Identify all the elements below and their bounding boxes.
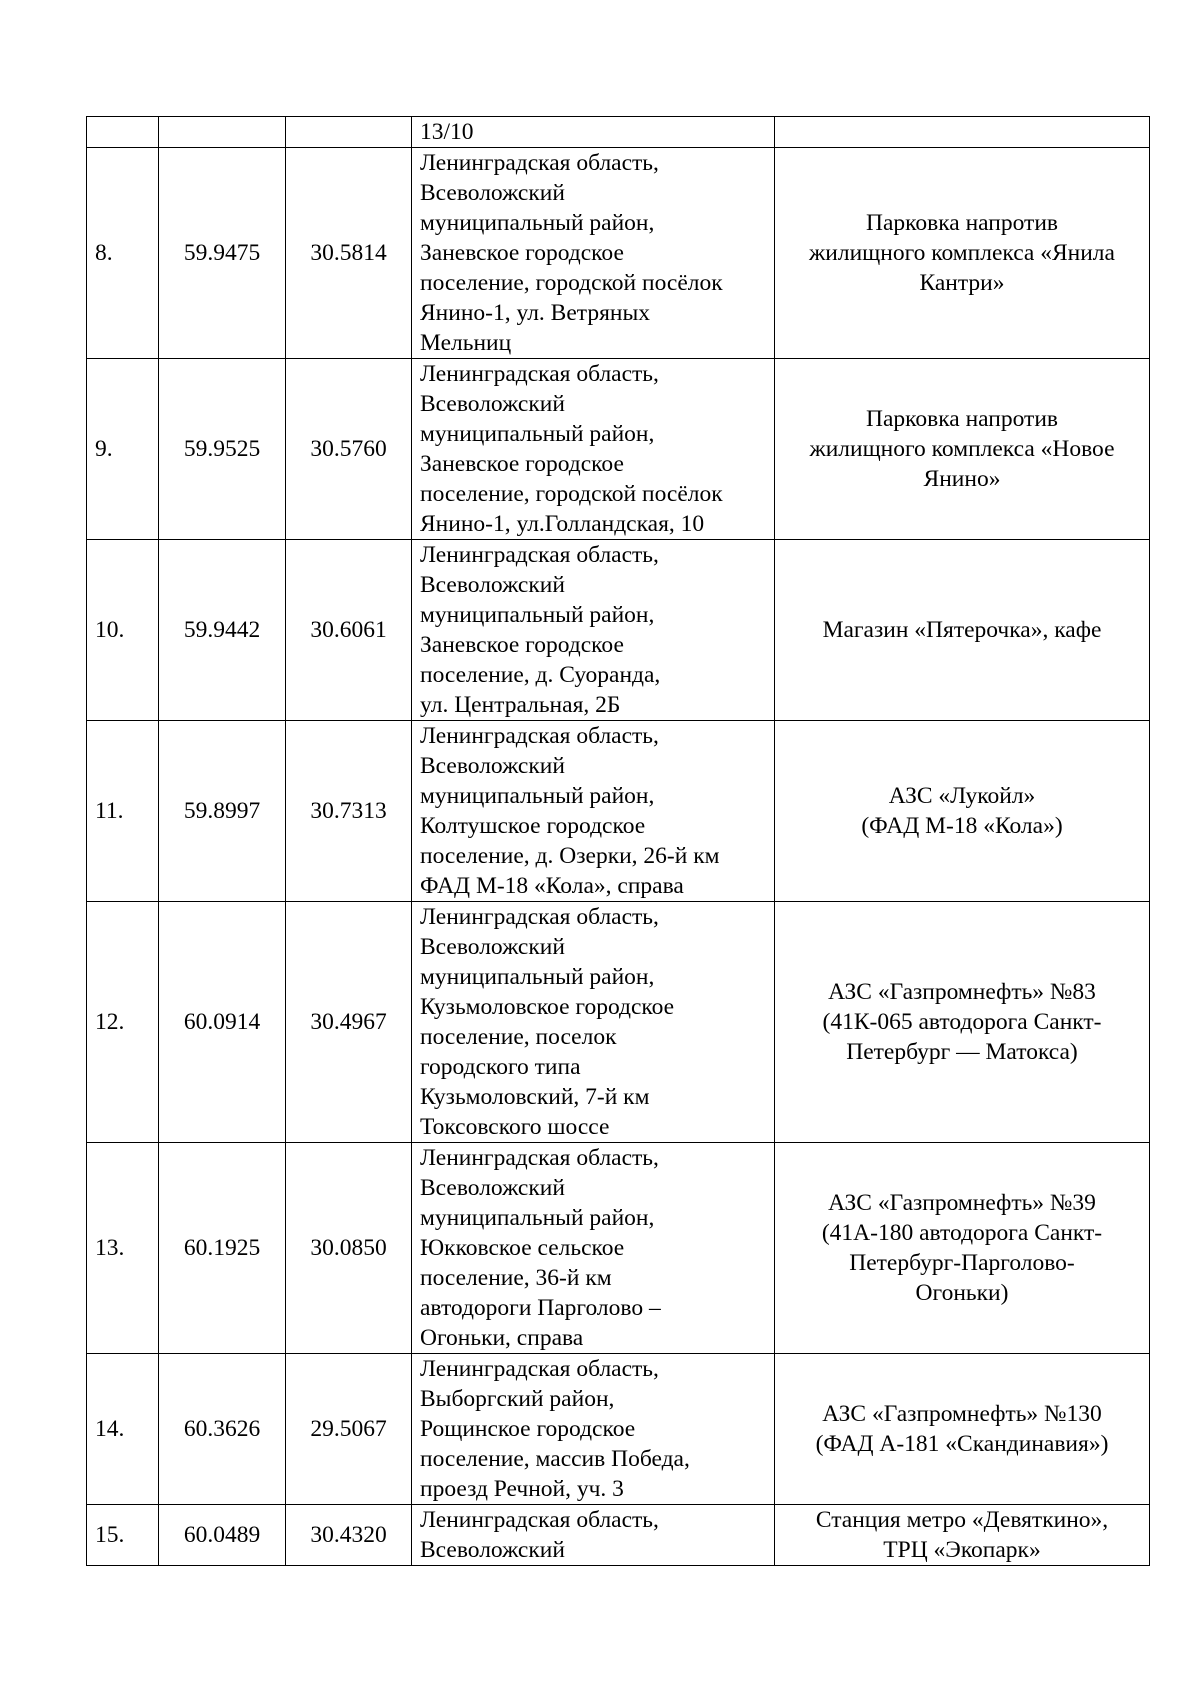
address-cell — [412, 1143, 775, 1354]
address-cell — [412, 148, 775, 359]
address-line: проезд Речной, уч. 3 — [420, 1476, 624, 1502]
landmark-line: (ФАД М-18 «Кола») — [861, 813, 1063, 839]
row-number-cell: 15. — [87, 1505, 159, 1566]
longitude-cell: 30.5814 — [286, 148, 412, 359]
address-line: Ленинградская область, — [420, 150, 659, 176]
address-line: Ленинградская область, — [420, 542, 659, 568]
longitude-cell: 30.4967 — [286, 902, 412, 1143]
landmark-cell — [775, 540, 1150, 721]
row-number-cell: 13. — [87, 1143, 159, 1354]
address-line: Юкковское сельское — [420, 1235, 625, 1261]
address-line: ул. Центральная, 2Б — [420, 692, 621, 718]
address-line: поселение, поселок — [420, 1024, 617, 1050]
address-line: Ленинградская область, — [420, 1507, 659, 1533]
latitude-cell: 59.9475 — [159, 148, 286, 359]
address-line: Всеволожский — [420, 753, 565, 779]
table-row — [87, 902, 1150, 1143]
address-line: Всеволожский — [420, 1175, 565, 1201]
address-line: Всеволожский — [420, 391, 565, 417]
row-number-cell: 8. — [87, 148, 159, 359]
table-row — [87, 1143, 1150, 1354]
address-line: Колтушское городское — [420, 813, 646, 839]
latitude-cell: 59.8997 — [159, 721, 286, 902]
address-cell — [412, 902, 775, 1143]
table-body — [87, 117, 1150, 1566]
address-cell — [412, 117, 775, 148]
address-line: городского типа — [420, 1054, 581, 1080]
address-line: Кузьмоловское городское — [420, 994, 675, 1020]
landmark-line: АЗС «Газпромнефть» №83 — [828, 979, 1096, 1005]
landmark-cell — [775, 148, 1150, 359]
address-line: Токсовского шоссе — [420, 1114, 610, 1140]
address-line: Заневское городское — [420, 632, 624, 658]
longitude-cell — [286, 117, 412, 148]
longitude-cell: 30.7313 — [286, 721, 412, 902]
table-row — [87, 148, 1150, 359]
address-line: Выборгский район, — [420, 1386, 615, 1412]
landmark-line: АЗС «Лукойл» — [888, 783, 1036, 809]
address-line: муниципальный район, — [420, 964, 655, 990]
landmark-line: ТРЦ «Экопарк» — [883, 1537, 1041, 1563]
table-row — [87, 359, 1150, 540]
landmark-line: Магазин «Пятерочка», кафе — [822, 617, 1102, 643]
row-number-cell: 10. — [87, 540, 159, 721]
table-row — [87, 1505, 1150, 1566]
latitude-cell — [159, 117, 286, 148]
longitude-cell: 29.5067 — [286, 1354, 412, 1505]
longitude-cell: 30.6061 — [286, 540, 412, 721]
address-line: поселение, д. Суоранда, — [420, 662, 661, 688]
address-line: Ленинградская область, — [420, 1145, 659, 1171]
landmark-line: АЗС «Газпромнефть» №130 — [822, 1401, 1102, 1427]
address-line: поселение, д. Озерки, 26-й км — [420, 843, 720, 869]
address-cell — [412, 1505, 775, 1566]
address-line: 13/10 — [420, 119, 474, 145]
latitude-cell: 59.9525 — [159, 359, 286, 540]
address-line: Огоньки, справа — [420, 1325, 584, 1351]
landmark-cell — [775, 117, 1150, 148]
address-line: Всеволожский — [420, 934, 565, 960]
landmark-line: (41К-065 автодорога Санкт- — [822, 1009, 1102, 1035]
landmark-line: (ФАД А-181 «Скандинавия») — [815, 1431, 1109, 1457]
landmark-line: (41А-180 автодорога Санкт- — [821, 1220, 1103, 1246]
landmark-line: Кантри» — [919, 270, 1005, 296]
row-number-cell — [87, 117, 159, 148]
landmark-line: жилищного комплекса «Новое — [809, 436, 1115, 462]
address-line: Всеволожский — [420, 1537, 565, 1563]
address-line: Заневское городское — [420, 451, 624, 477]
address-line: муниципальный район, — [420, 783, 655, 809]
address-line: Мельниц — [420, 330, 512, 356]
longitude-cell: 30.0850 — [286, 1143, 412, 1354]
landmark-cell — [775, 721, 1150, 902]
longitude-cell: 30.4320 — [286, 1505, 412, 1566]
address-line: Кузьмоловский, 7-й км — [420, 1084, 650, 1110]
landmark-line: Петербург — Матокса) — [846, 1039, 1078, 1065]
landmark-line: Станция метро «Девяткино», — [815, 1507, 1109, 1533]
row-number-cell: 9. — [87, 359, 159, 540]
address-line: автодороги Парголово – — [420, 1295, 661, 1321]
address-line: Ленинградская область, — [420, 904, 659, 930]
address-cell — [412, 1354, 775, 1505]
address-cell — [412, 721, 775, 902]
landmark-cell — [775, 1505, 1150, 1566]
landmark-line: АЗС «Газпромнефть» №39 — [828, 1190, 1096, 1216]
address-cell — [412, 359, 775, 540]
landmark-cell — [775, 1354, 1150, 1505]
address-line: муниципальный район, — [420, 210, 655, 236]
table-row — [87, 1354, 1150, 1505]
address-line: поселение, массив Победа, — [420, 1446, 690, 1472]
address-line: муниципальный район, — [420, 421, 655, 447]
latitude-cell: 60.0914 — [159, 902, 286, 1143]
address-line: муниципальный район, — [420, 602, 655, 628]
landmark-cell — [775, 902, 1150, 1143]
address-line: Янино-1, ул.Голландская, 10 — [420, 511, 705, 537]
table-row — [87, 540, 1150, 721]
row-number-cell: 14. — [87, 1354, 159, 1505]
address-line: Ленинградская область, — [420, 361, 659, 387]
address-line: поселение, 36-й км — [420, 1265, 612, 1291]
landmark-line: Парковка напротив — [866, 210, 1058, 236]
landmark-cell — [775, 1143, 1150, 1354]
locations-table — [86, 116, 1150, 1566]
address-line: Рощинское городское — [420, 1416, 636, 1442]
latitude-cell: 60.1925 — [159, 1143, 286, 1354]
landmark-line: Огоньки) — [915, 1280, 1009, 1306]
row-number-cell: 11. — [87, 721, 159, 902]
address-line: Ленинградская область, — [420, 723, 659, 749]
address-line: ФАД М-18 «Кола», справа — [420, 873, 684, 899]
address-line: Янино-1, ул. Ветряных — [420, 300, 651, 326]
address-line: поселение, городской посёлок — [420, 481, 723, 507]
address-line: Всеволожский — [420, 180, 565, 206]
address-line: Всеволожский — [420, 572, 565, 598]
latitude-cell: 60.0489 — [159, 1505, 286, 1566]
landmark-line: жилищного комплекса «Янила — [809, 240, 1115, 266]
landmark-cell — [775, 359, 1150, 540]
latitude-cell: 59.9442 — [159, 540, 286, 721]
row-number-cell: 12. — [87, 902, 159, 1143]
address-line: муниципальный район, — [420, 1205, 655, 1231]
landmark-line: Янино» — [923, 466, 1001, 492]
latitude-cell: 60.3626 — [159, 1354, 286, 1505]
address-cell — [412, 540, 775, 721]
landmark-line: Петербург-Парголово- — [849, 1250, 1075, 1276]
address-line: Ленинградская область, — [420, 1356, 659, 1382]
longitude-cell: 30.5760 — [286, 359, 412, 540]
address-line: Заневское городское — [420, 240, 624, 266]
table-row — [87, 117, 1150, 148]
address-line: поселение, городской посёлок — [420, 270, 723, 296]
table-row — [87, 721, 1150, 902]
landmark-line: Парковка напротив — [866, 406, 1058, 432]
